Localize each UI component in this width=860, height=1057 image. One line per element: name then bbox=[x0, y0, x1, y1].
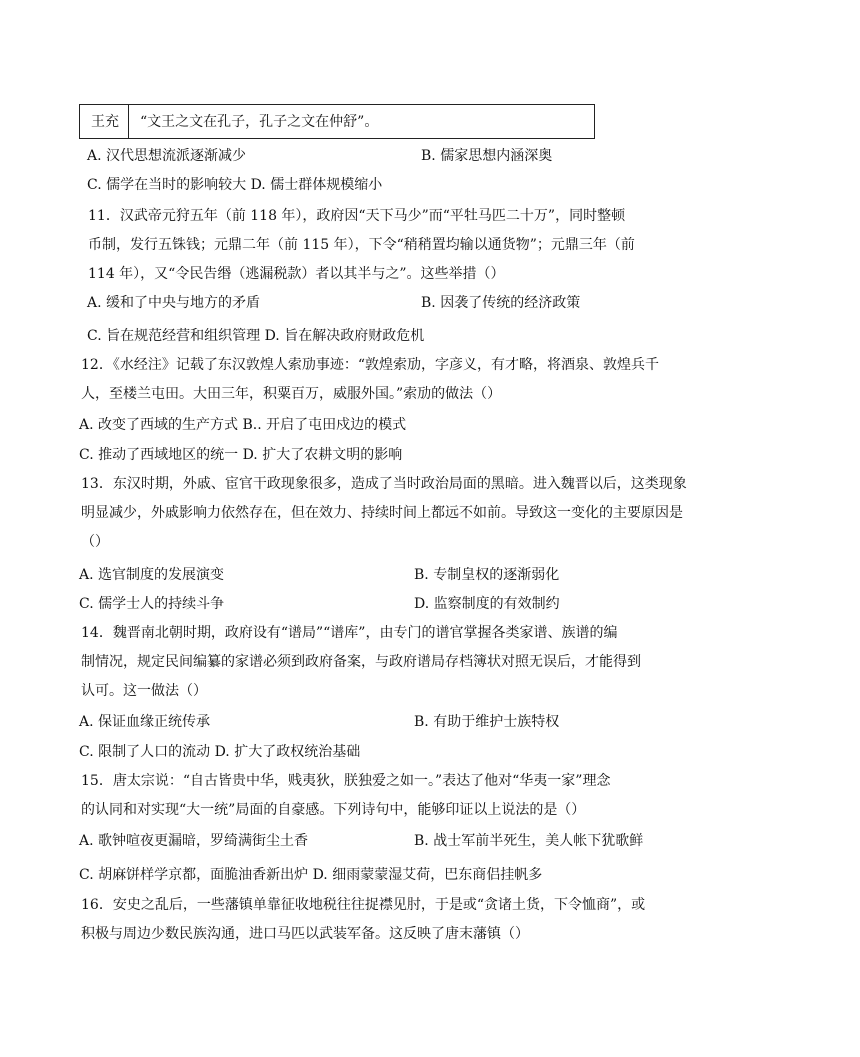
option-14-cd: C. 限制了人口的流动 D. 扩大了政权统治基础 bbox=[79, 744, 361, 760]
table-quote: “文王之文在孔子，孔子之文在仲舒”。 bbox=[140, 114, 379, 130]
option-11-b: B. 因袭了传统的经济政策 bbox=[421, 295, 581, 311]
option-14-a: A. 保证血缘正统传承 bbox=[79, 714, 211, 730]
option-12-cd: C. 推动了西域地区的统一 D. 扩大了农耕文明的影响 bbox=[79, 447, 403, 463]
option-12-ab: A. 改变了西域的生产方式 B.. 开启了屯田戍边的模式 bbox=[79, 417, 407, 433]
question-15-line-1: 15．唐太宗说：“自古皆贵中华，贱夷狄，朕独爱之如一。”表达了他对“华夷一家”理念 bbox=[81, 773, 611, 789]
question-14-line-3: 认可。这一做法（） bbox=[81, 683, 207, 699]
option-11-cd: C. 旨在规范经营和组织管理 D. 旨在解决政府财政危机 bbox=[87, 328, 425, 344]
question-13-line-3: （） bbox=[81, 534, 109, 550]
option-11-a: A. 缓和了中央与地方的矛盾 bbox=[87, 295, 261, 311]
question-15-line-2: 的认同和对实现“大一统”局面的自豪感。下列诗句中，能够印证以上说法的是（） bbox=[81, 802, 586, 818]
option-13-a: A. 选官制度的发展演变 bbox=[79, 567, 225, 583]
question-16-line-2: 积极与周边少数民族沟通，进口马匹以武装军备。这反映了唐末藩镇（） bbox=[81, 926, 529, 942]
option-14-b: B. 有助于维护士族特权 bbox=[414, 714, 560, 730]
option-13-c: C. 儒学士人的持续斗争 bbox=[79, 596, 225, 612]
option-10-a: A. 汉代思想流派逐渐减少 bbox=[87, 148, 247, 164]
option-10-b: B. 儒家思想内涵深奥 bbox=[421, 148, 553, 164]
quote-table bbox=[79, 104, 595, 139]
question-14-line-1: 14．魏晋南北朝时期，政府设有“谱局”“谱库”，由专门的谱官掌握各类家谱、族谱的编 bbox=[81, 625, 618, 641]
question-12-line-1: 12．《水经注》记载了东汉敦煌人索劢事迹：“敦煌索劢，字彦义，有才略，将酒泉、敦煌兵千 bbox=[81, 357, 659, 373]
option-15-a: A. 歌钟喧夜更漏暗，罗绮满街尘土香 bbox=[79, 833, 309, 849]
question-16-line-1: 16．安史之乱后，一些藩镇单靠征收地税往往捉襟见肘，于是或“贪诸土货，下令恤商”，或 bbox=[81, 897, 646, 913]
question-11-line-2: 币制，发行五铢钱；元鼎二年（前 115 年），下令“稍稍置均输以通货物”；元鼎三年（前 bbox=[88, 237, 635, 253]
option-15-b: B. 战士军前半死生，美人帐下犹歌鲜 bbox=[414, 833, 644, 849]
table-name: 王充 bbox=[91, 114, 119, 130]
question-11-line-1: 11．汉武帝元狩五年（前 118 年），政府因“天下马少”而“平牡马匹二十万”，同时整顿 bbox=[88, 208, 626, 224]
option-13-d: D. 监察制度的有效制约 bbox=[414, 596, 560, 612]
question-14-line-2: 制情况，规定民间编纂的家谱必须到政府备案，与政府谱局存档簿状对照无误后，才能得到 bbox=[81, 654, 641, 670]
question-13-line-2: 明显减少，外戚影响力依然存在，但在效力、持续时间上都远不如前。导致这一变化的主要原因是 bbox=[81, 505, 683, 521]
option-13-b: B. 专制皇权的逐渐弱化 bbox=[414, 567, 560, 583]
table-name-cell bbox=[80, 105, 129, 138]
question-12-line-2: 人，至楼兰屯田。大田三年，积粟百万，威服外国。”索劢的做法（） bbox=[81, 386, 502, 402]
option-15-cd: C. 胡麻饼样学京都，面脆油香新出炉 D. 细雨蒙蒙湿艾荷，巴东商侣挂帆多 bbox=[79, 867, 543, 883]
question-11-line-3: 114 年），又“令民告缗（逃漏税款）者以其半与之”。这些举措（） bbox=[88, 266, 505, 282]
option-10-cd: C. 儒学在当时的影响较大 D. 儒士群体规模缩小 bbox=[87, 177, 383, 193]
question-13-line-1: 13．东汉时期，外戚、宦官干政现象很多，造成了当时政治局面的黑暗。进入魏晋以后，这类现象 bbox=[81, 476, 687, 492]
